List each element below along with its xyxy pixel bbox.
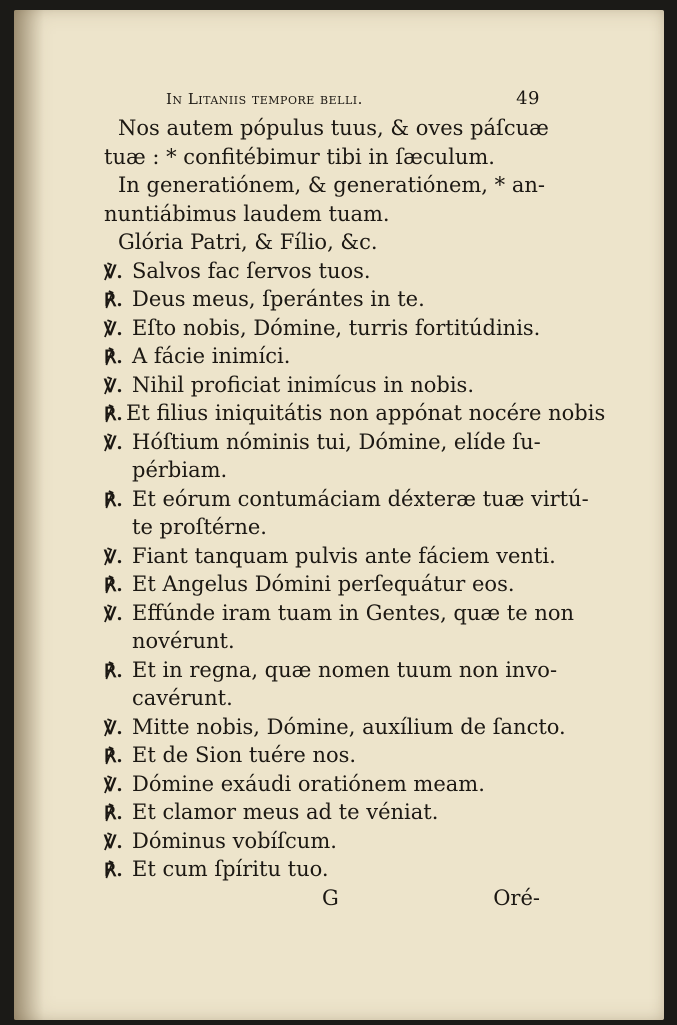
line-text: Glória Patri, & Fílio, &c. bbox=[118, 230, 378, 254]
line-text: Eſto nobis, Dómine, turris fortitúdinis. bbox=[132, 315, 541, 340]
line-text: pérbiam. bbox=[132, 458, 228, 482]
versicle-mark: ℣. bbox=[104, 432, 123, 454]
versicle-mark: ℣. bbox=[104, 375, 123, 397]
versicle-line bbox=[104, 713, 566, 742]
signature-mark: G bbox=[322, 885, 339, 910]
page-number: 49 bbox=[516, 88, 540, 109]
text-line bbox=[104, 143, 540, 172]
versicle-mark: ℣. bbox=[104, 774, 123, 796]
versicle-line bbox=[104, 399, 606, 428]
versicle-line bbox=[104, 285, 540, 314]
line-text: Salvos fac ſervos tuos. bbox=[132, 258, 371, 283]
line-text: cavérunt. bbox=[132, 686, 233, 710]
versicle-line bbox=[104, 798, 540, 827]
running-header bbox=[104, 88, 540, 114]
versicle-line bbox=[104, 599, 575, 628]
line-text: Et in regna, quæ nomen tuum non invo- bbox=[132, 657, 558, 682]
versicle-mark: ℣. bbox=[104, 318, 123, 340]
response-mark: ℟. bbox=[104, 489, 123, 511]
versicle-mark: ℣. bbox=[104, 546, 123, 568]
versicle-mark: ℣. bbox=[104, 603, 123, 625]
response-mark: ℟. bbox=[104, 575, 123, 596]
response-mark: ℟. bbox=[104, 803, 123, 824]
line-text: Et clamor meus ad te véniat. bbox=[132, 800, 439, 824]
response-mark: ℟. bbox=[104, 860, 123, 881]
versicle-line bbox=[104, 342, 540, 371]
versicle-line bbox=[104, 485, 589, 514]
line-text: Nihil proficiat inimícus in nobis. bbox=[132, 372, 474, 397]
line-text: Deus meus, ſperántes in te. bbox=[132, 287, 425, 311]
line-text: Et cum ſpíritu tuo. bbox=[132, 857, 329, 881]
response-mark: ℟. bbox=[104, 660, 123, 682]
versicle-line bbox=[104, 741, 540, 770]
text-line bbox=[104, 684, 540, 713]
versicle-line bbox=[104, 656, 558, 685]
line-text: A fácie inimíci. bbox=[132, 344, 291, 368]
response-mark: ℟. bbox=[104, 404, 123, 425]
versicle-mark: ℣. bbox=[104, 831, 123, 853]
line-text: Hóſtium nóminis tui, Dómine, elíde ſu- bbox=[132, 429, 541, 454]
catchword: Oré- bbox=[493, 885, 540, 910]
line-text: Dómine exáudi oratiónem meam. bbox=[132, 771, 485, 796]
line-text: tuæ : * confitébimur tibi in ſæculum. bbox=[104, 144, 495, 169]
versicle-line bbox=[104, 570, 540, 599]
page-text bbox=[104, 88, 606, 914]
text-lines bbox=[104, 114, 606, 884]
line-text: Et filius iniquitátis non appónat nocére nobis bbox=[126, 401, 606, 425]
line-text: Et de Sion tuére nos. bbox=[132, 743, 357, 767]
versicle-line bbox=[104, 542, 556, 571]
line-text: Nos autem pópulus tuus, & oves páſcuæ bbox=[118, 116, 549, 140]
versicle-mark: ℣. bbox=[104, 717, 123, 739]
versicle-line bbox=[104, 371, 540, 400]
line-text: Mitte nobis, Dómine, auxílium de ſancto. bbox=[132, 714, 566, 739]
line-text: Fiant tanquam pulvis ante fáciem venti. bbox=[132, 543, 556, 568]
line-text: Et eórum contumáciam déxteræ tuæ virtú- bbox=[132, 486, 589, 511]
line-text: te proſtérne. bbox=[132, 515, 267, 539]
response-mark: ℟. bbox=[104, 290, 123, 311]
versicle-line bbox=[104, 855, 540, 884]
text-line bbox=[104, 228, 540, 257]
versicle-line bbox=[104, 314, 540, 343]
text-line bbox=[104, 627, 540, 656]
response-mark: ℟. bbox=[104, 347, 123, 368]
line-text: Dóminus vobíſcum. bbox=[132, 828, 337, 853]
text-line bbox=[104, 513, 540, 542]
page-footer bbox=[104, 884, 540, 914]
text-line bbox=[104, 456, 540, 485]
line-text: nuntiábimus laudem tuam. bbox=[104, 201, 390, 226]
response-mark: ℟. bbox=[104, 746, 123, 767]
page-gutter-shadow bbox=[14, 10, 44, 1020]
line-text: novérunt. bbox=[132, 629, 235, 653]
versicle-line bbox=[104, 428, 540, 457]
line-text: Et Angelus Dómini perſequátur eos. bbox=[132, 572, 515, 596]
running-title: In Litaniis tempore belli. bbox=[166, 90, 363, 108]
line-text: Effúnde iram tuam in Gentes, quæ te non bbox=[132, 600, 575, 625]
versicle-line bbox=[104, 770, 540, 799]
versicle-line bbox=[104, 257, 540, 286]
versicle-line bbox=[104, 827, 540, 856]
line-text: In generatiónem, & generatiónem, * an- bbox=[118, 173, 545, 197]
text-line bbox=[104, 200, 540, 229]
text-line bbox=[104, 114, 549, 143]
text-line bbox=[104, 171, 545, 200]
versicle-mark: ℣. bbox=[104, 261, 123, 283]
